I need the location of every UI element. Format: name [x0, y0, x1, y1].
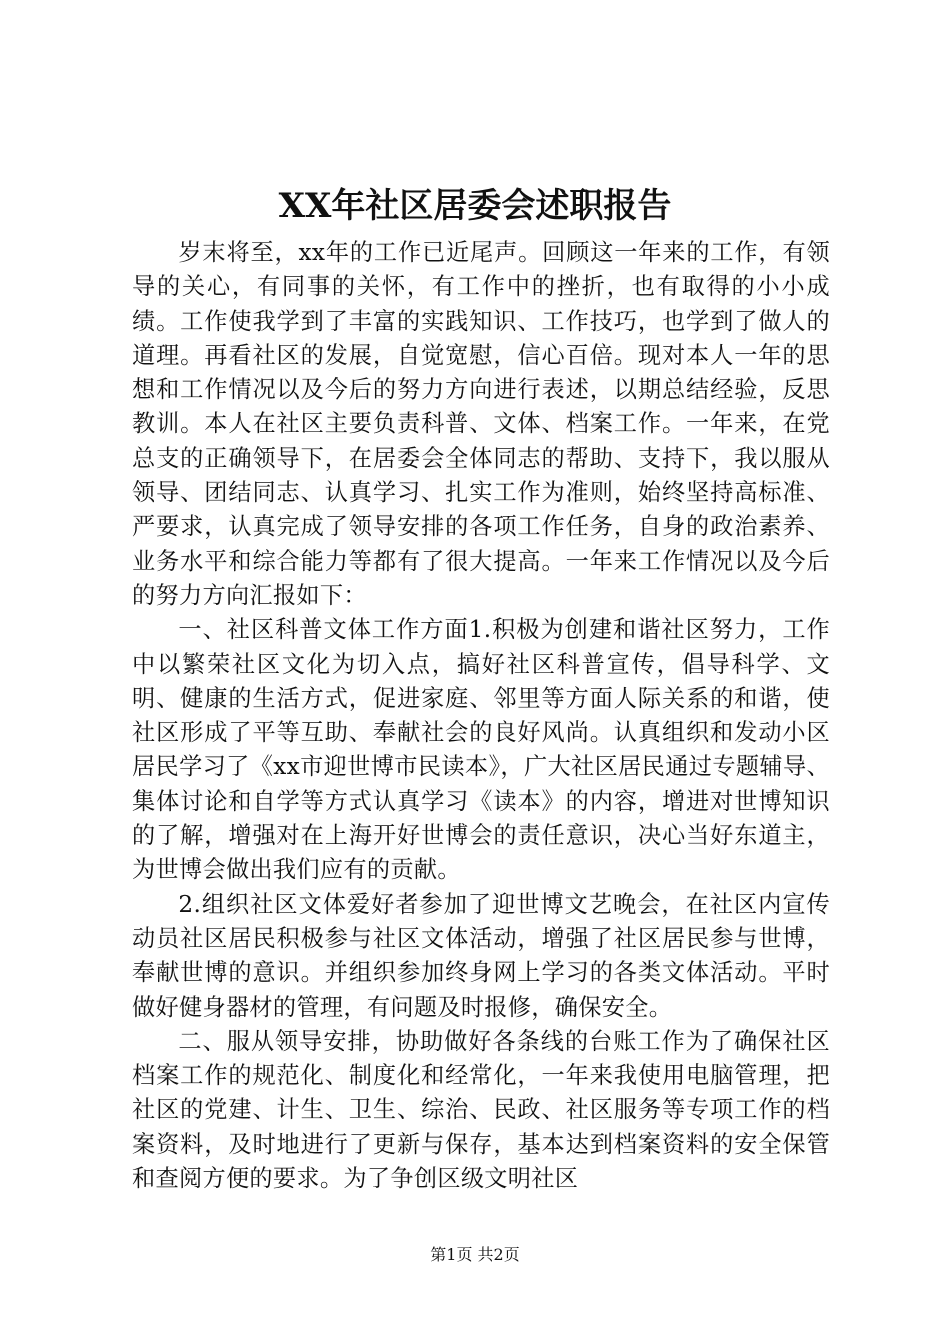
paragraph-intro: 岁末将至，xx年的工作已近尾声。回顾这一年来的工作，有领导的关心，有同事的关怀，有工作中的挫折，也有取得的小小成绩。工作使我学到了丰富的实践知识、工作技巧，也学到了做人的道理。再看社区的发展，自觉宽慰，信心百倍。现对本人一年的思想和工作情况以及今后的努力方向进行表述，以期总结经验，反思教训。本人在社区主要负责科普、文体、档案工作。一年来，在党总支的正确领导下，在居委会全体同志的帮助、支持下，我以服从领导、团结同志、认真学习、扎实工作为准则，始终坚持高标准、严要求，认真完成了领导安排的各项工作任务，自身的政治素养、业务水平和综合能力等都有了很大提高。一年来工作情况以及今后的努力方向汇报如下：	[132, 239, 830, 609]
paragraph-section-1: 一、社区科普文体工作方面1.积极为创建和谐社区努力，工作中以繁荣社区文化为切入点，搞好社区科普宣传，倡导科学、文明、健康的生活方式，促进家庭、邻里等方面人际关系的和谐，使社区形成了平等互助、奉献社会的良好风尚。认真组织和发动小区居民学习了《xx市迎世博市民读本》，广大社区居民通过专题辅导、集体讨论和自学等方式认真学习《读本》的内容，增进对世博知识的了解，增强对在上海开好世博会的责任意识，决心当好东道主，为世博会做出我们应有的贡献。	[132, 616, 830, 884]
paragraph-section-1-2: 2.组织社区文体爱好者参加了迎世博文艺晚会，在社区内宣传动员社区居民积极参与社区文体活动，增强了社区居民参与世博，奉献世博的意识。并组织参加终身网上学习的各类文体活动。平时做好健身器材的管理，有问题及时报修，确保安全。	[132, 890, 830, 1021]
document-body	[132, 236, 830, 1196]
paragraph-section-2: 二、服从领导安排，协助做好各条线的台账工作为了确保社区档案工作的规范化、制度化和经常化，一年来我使用电脑管理，把社区的党建、计生、卫生、综治、民政、社区服务等专项工作的档案资料，及时地进行了更新与保存，基本达到档案资料的安全保管和查阅方便的要求。为了争创区级文明社区	[132, 1027, 830, 1193]
page-number-footer: 第1页 共2页	[430, 1245, 520, 1264]
document-title: XX年社区居委会述职报告	[278, 186, 672, 226]
